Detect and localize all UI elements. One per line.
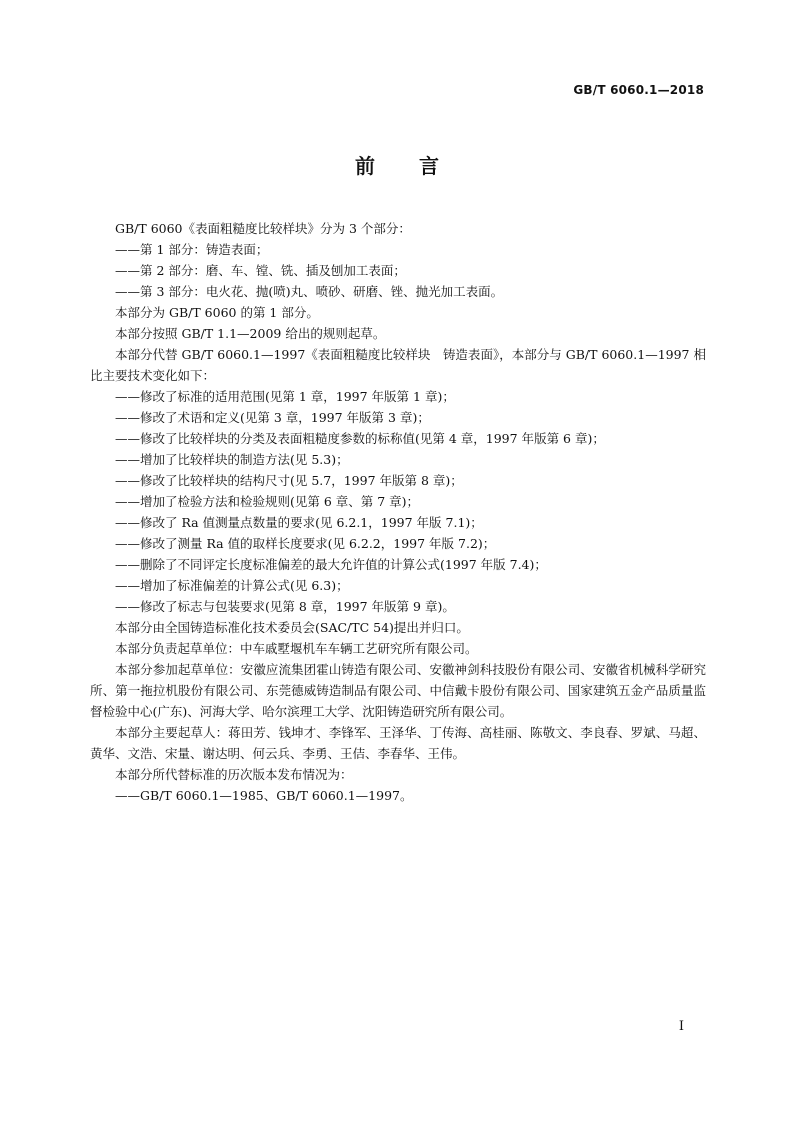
list-item-change: ——修改了比较样块的结构尺寸(见 5.7，1997 年版第 8 章)； [115,473,463,488]
paragraph-drafting-rules: 本部分按照 GB/T 1.1—2009 给出的规则起草。 [115,326,386,341]
paragraph-main-drafters: 本部分主要起草人：蒋田芳、钱坤才、李锋军、王泽华、丁传海、高桂丽、陈敬文、李良春、罗斌、马超、黄华、文浩、宋量、谢达明、何云兵、李勇、王佶、李春华、王伟。 [90,725,706,761]
list-item-part-1: ——第 1 部分：铸造表面； [115,242,269,257]
list-item-change: ——增加了比较样块的制造方法(见 5.3)； [115,452,349,467]
standard-number: GB/T 6060.1—2018 [573,83,704,97]
list-item-history: ——GB/T 6060.1—1985、GB/T 6060.1—1997。 [115,788,413,803]
list-item-change: ——修改了比较样块的分类及表面粗糙度参数的标称值(见第 4 章，1997 年版第 6 章)； [115,431,605,446]
list-item-part-2: ——第 2 部分：磨、车、镗、铣、插及刨加工表面； [115,263,406,278]
page-number: I [678,1019,684,1034]
title-char-2: 言 [419,154,439,178]
page-title [0,150,794,179]
paragraph-history-intro: 本部分所代替标准的历次版本发布情况为： [115,767,353,782]
list-item-change: ——修改了 Ra 值测量点数量的要求(见 6.2.1，1997 年版 7.1)； [115,515,483,530]
paragraph-replaces: 本部分代替 GB/T 6060.1—1997《表面粗糙度比较样块 铸造表面》，本部分与 GB/T 6060.1—1997 相比主要技术变化如下： [90,347,706,383]
list-item-change: ——增加了标准偏差的计算公式(见 6.3)； [115,578,349,593]
paragraph-this-part: 本部分为 GB/T 6060 的第 1 部分。 [115,305,319,320]
foreword-body [90,218,706,806]
paragraph-parts-intro: GB/T 6060《表面粗糙度比较样块》分为 3 个部分： [115,221,411,236]
list-item-change: ——删除了不同评定长度标准偏差的最大允许值的计算公式(1997 年版 7.4)； [115,557,547,572]
list-item-change: ——修改了术语和定义(见第 3 章，1997 年版第 3 章)； [115,410,430,425]
paragraph-participating-drafters: 本部分参加起草单位：安徽应流集团霍山铸造有限公司、安徽神剑科技股份有限公司、安徽省机械科学研究所、第一拖拉机股份有限公司、东莞德威铸造制品有限公司、中信戴卡股份有限公司、国家建筑五金产品质量监督检验中心(广东)、河海大学、哈尔滨理工大学、沈阳铸造研究所有限公司。 [90,662,706,719]
list-item-change: ——修改了标准的适用范围(见第 1 章，1997 年版第 1 章)； [115,389,455,404]
list-item-part-3: ——第 3 部分：电火花、抛(喷)丸、喷砂、研磨、锉、抛光加工表面。 [115,284,504,299]
paragraph-proposed-by: 本部分由全国铸造标准化技术委员会(SAC/TC 54)提出并归口。 [115,620,469,635]
list-item-change: ——修改了测量 Ra 值的取样长度要求(见 6.2.2，1997 年版 7.2)； [115,536,496,551]
title-char-1: 前 [355,154,375,178]
list-item-change: ——增加了检验方法和检验规则(见第 6 章、第 7 章)； [115,494,420,509]
list-item-change: ——修改了标志与包装要求(见第 8 章，1997 年版第 9 章)。 [115,599,455,614]
paragraph-lead-drafter: 本部分负责起草单位：中车戚墅堰机车车辆工艺研究所有限公司。 [115,641,478,656]
